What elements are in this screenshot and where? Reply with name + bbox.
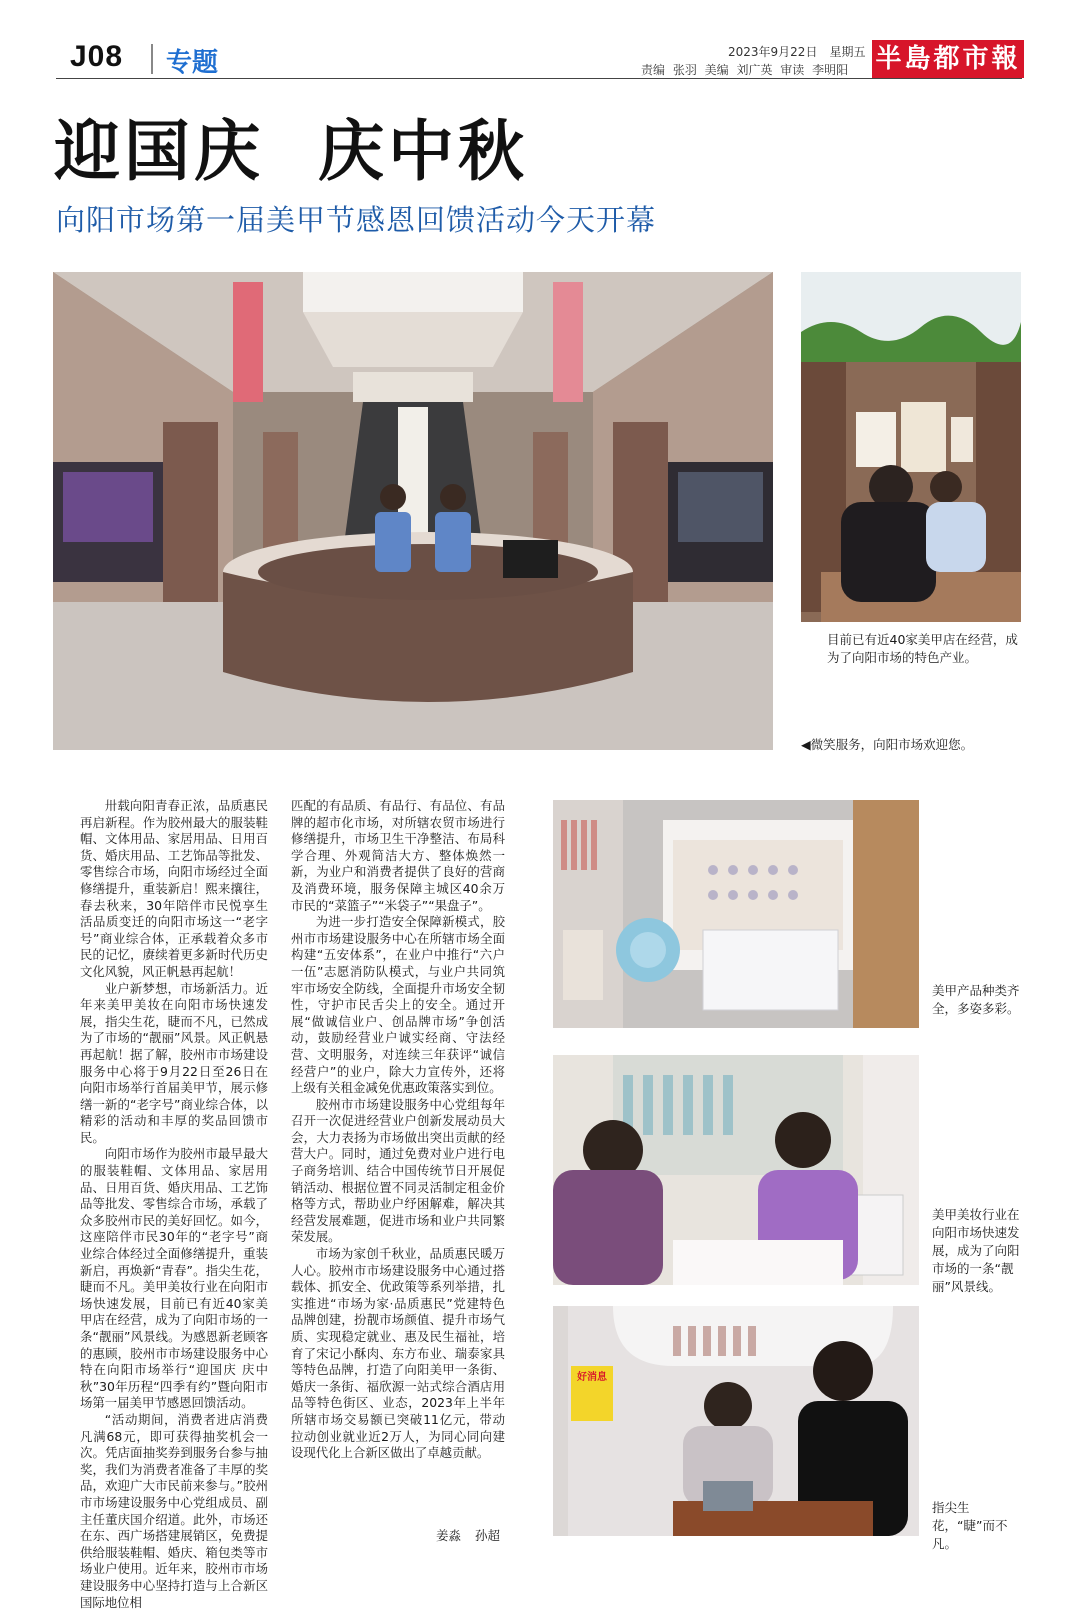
- article-column-2: [291, 798, 505, 1462]
- beauty-service-photo: [553, 1055, 919, 1285]
- paragraph: 为进一步打造安全保障新模式，胶州市市场建设服务中心在所辖市场全面构建“五安体系”，在业户中推行“六户一伍”志愿消防队模式，与业户共同筑牢市场安全防线，全面提升市场安全韧性，守护市民舌尖上的安全。通过开展“做诚信业户、创品牌市场”争创活动，鼓励经营业户诚实经商、守法经营、文明服务，对连续三年获评“诚信经营户”的业户，除大力宣传外，还将上级有关租金减免优惠政策落实到位。: [291, 914, 505, 1096]
- byline: 姜淼 孙超: [436, 1528, 500, 1543]
- newspaper-masthead-logo: 半島都市報: [872, 40, 1024, 78]
- caption-beauty: 美甲美妆行业在向阳市场快速发展，成为了向阳市场的一条“靓丽”风景线。: [932, 1207, 1020, 1294]
- page-number: J08: [70, 40, 124, 73]
- header-rule: [56, 78, 1022, 79]
- nail-shop-photo: [801, 272, 1021, 622]
- headline: 迎国庆 庆中秋: [54, 113, 528, 190]
- header-divider: [151, 44, 153, 74]
- paragraph: 向阳市场作为胶州市最早最大的服装鞋帽、文体用品、家居用品、日用百货、婚庆用品、工艺饰品等批发、零售综合市场，承载了众多胶州市民的美好回忆。如今，这座陪伴市民30年的“老字号”商业综合体经过全面修缮提升，重装新启，再焕新“青春”。指尖生花，睫而不凡。美甲美妆行业在向阳市场快速发展，目前已有近40家美甲店在经营，成为了向阳市场的一条“靓丽”风景线。为感恩新老顾客的惠顾，胶州市市场建设服务中心特在向阳市场举行“迎国庆 庆中秋”30年历程“四季有约”暨向阳市场第一届美甲节感恩回馈活动。: [80, 1146, 268, 1411]
- paragraph: 匹配的有品质、有品行、有品位、有品牌的超市化市场，对所辖农贸市场进行修缮提升，市场卫生干净整洁、布局科学合理、外观简洁大方、整体焕然一新，为业户和消费者提供了良好的营商及消费环境，服务保障主城区40余万市民的“菜篮子”“米袋子”“果盘子”。: [291, 798, 505, 913]
- paragraph: 卅载向阳青春正浓，品质惠民再启新程。作为胶州最大的服装鞋帽、文体用品、家居用品、日用百货、婚庆用品、工艺饰品等批发、零售综合市场，向阳市场经过全面修缮提升，重装新启！熙来攘往，春去秋来，30年陪伴市民悦享生活品质变迁的向阳市场这一“老字号”商业综合体，正承载着众多市民的记忆，赓续着更多新时代历史文化风貌，风正帆悬再起航！: [80, 798, 268, 979]
- paragraph: 胶州市市场建设服务中心党组每年召开一次促进经营业户创新发展动员大会，大力表扬为市场做出突出贡献的经营大户。同时，通过免费对业户进行电子商务培训、结合中国传统节日开展促销活动、根据位置不同灵活制定租金价格等方式，帮助业户纾困解难，解决其经营发展难题，促进市场和业户共同繁荣发展。: [291, 1096, 505, 1245]
- caption-products: 美甲产品种类齐全，多姿多彩。: [932, 983, 1020, 1016]
- issue-date: 2023年9月22日 星期五: [728, 45, 866, 59]
- paragraph: 业户新梦想，市场新活力。近年来美甲美妆在向阳市场快速发展，指尖生花，睫而不凡，已然成为了市场的“靓丽”风景。风正帆悬再起航！据了解，胶州市市场建设服务中心将于9月22日至26日在向阳市场举行首届美甲节，展示修缮一新的“老字号”商业综合体，以精彩的活动和丰厚的奖品回馈市民。: [80, 980, 268, 1145]
- photo-poster-text: 好消息: [577, 1372, 607, 1383]
- editor-credits: 责编 张羽 美编 刘广英 审读 李明阳: [641, 63, 849, 77]
- market-hall-photo: [53, 272, 773, 750]
- caption-hall: ◀微笑服务，向阳市场欢迎您。: [801, 737, 974, 752]
- nail-products-photo: [553, 800, 919, 1028]
- caption-nail-shop: 目前已有近40家美甲店在经营，成为了向阳市场的特色产业。: [827, 632, 1018, 665]
- subheadline: 向阳市场第一届美甲节感恩回馈活动今天开幕: [56, 203, 657, 237]
- section-label: 专题: [166, 48, 219, 78]
- paragraph: “活动期间，消费者进店消费凡满68元，即可获得抽奖机会一次。凭店面抽奖券到服务台参与抽奖，我们为消费者准备了丰厚的奖品，欢迎广大市民前来参与。”胶州市市场建设服务中心党组成员、副主任董庆国介绍道。此外，市场还在东、西广场搭建展销区，免费提供给服装鞋帽、婚庆、箱包类等市场业户使用。近年来，胶州市市场建设服务中心坚持打造与上合新区国际地位相: [80, 1411, 268, 1610]
- article-column-1: [80, 798, 268, 1611]
- paragraph: 市场为家创千秋业，品质惠民暖万人心。胶州市市场建设服务中心通过搭载体、抓安全、优政策等系列举措，扎实推进“市场为家·品质惠民”党建特色品牌创建，扮靓市场颜值、提升市场气质、实现稳定就业、惠及民生福祉，培育了宋记小酥肉、东方布业、瑞泰家具等特色品牌，打造了向阳美甲一条街、婚庆一条街、福欣源一站式综合酒店用品等特色街区、业态，2023年上半年所辖市场交易额已突破11亿元，带动拉动创业就业近2万人，为同心同向建设现代化上合新区做出了卓越贡献。: [291, 1246, 505, 1461]
- caption-fingertips: 指尖生花，“睫”而不凡。: [932, 1500, 1008, 1551]
- nail-art-photo: [553, 1306, 919, 1536]
